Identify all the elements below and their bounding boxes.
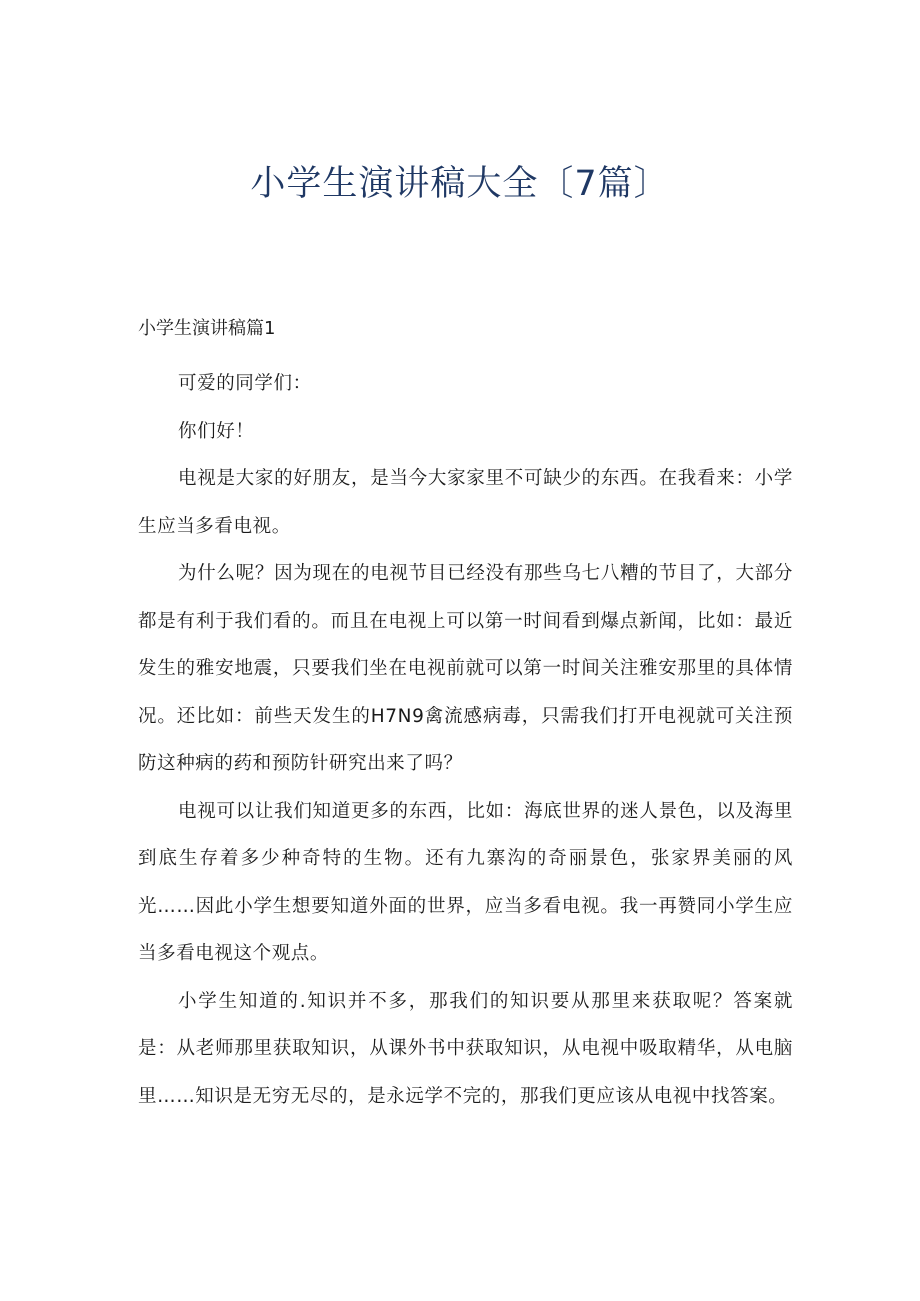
greeting-paragraph: 你们好！ xyxy=(178,420,255,442)
section-heading: 小学生演讲稿篇1 xyxy=(138,318,276,339)
section-body xyxy=(138,360,793,1120)
body-paragraph: 电视是大家的好朋友，是当今大家家里不可缺少的东西。在我看来：小学生应当多看电视。 xyxy=(138,468,793,537)
body-paragraph: 小学生知道的.知识并不多，那我们的知识要从那里来获取呢？答案就是：从老师那里获取知识，从课外书中获取知识，从电视中吸取精华，从电脑里……知识是无穷无尽的，是永远学不完的，那我们更应该从电视中找答案。 xyxy=(138,990,793,1107)
document-title: 小学生演讲稿大全〔7篇〕 xyxy=(250,164,670,204)
salutation-paragraph: 可爱的同学们： xyxy=(178,373,312,394)
body-paragraph: 为什么呢？因为现在的电视节目已经没有那些乌七八糟的节目了，大部分都是有利于我们看的。而且在电视上可以第一时间看到爆点新闻，比如：最近发生的雅安地震，只要我们坐在电视前就可以第一时间关注雅安那里的具体情况。还比如：前些天发生的H7N9禽流感病毒，只需我们打开电视就可关注预防这种病的药和预防针研究出来了吗？ xyxy=(138,563,793,774)
body-paragraph: 电视可以让我们知道更多的东西，比如：海底世界的迷人景色，以及海里到底生存着多少种奇特的生物。还有九寨沟的奇丽景色，张家界美丽的风光……因此小学生想要知道外面的世界，应当多看电视。我一再赞同小学生应当多看电视这个观点。 xyxy=(138,800,793,964)
